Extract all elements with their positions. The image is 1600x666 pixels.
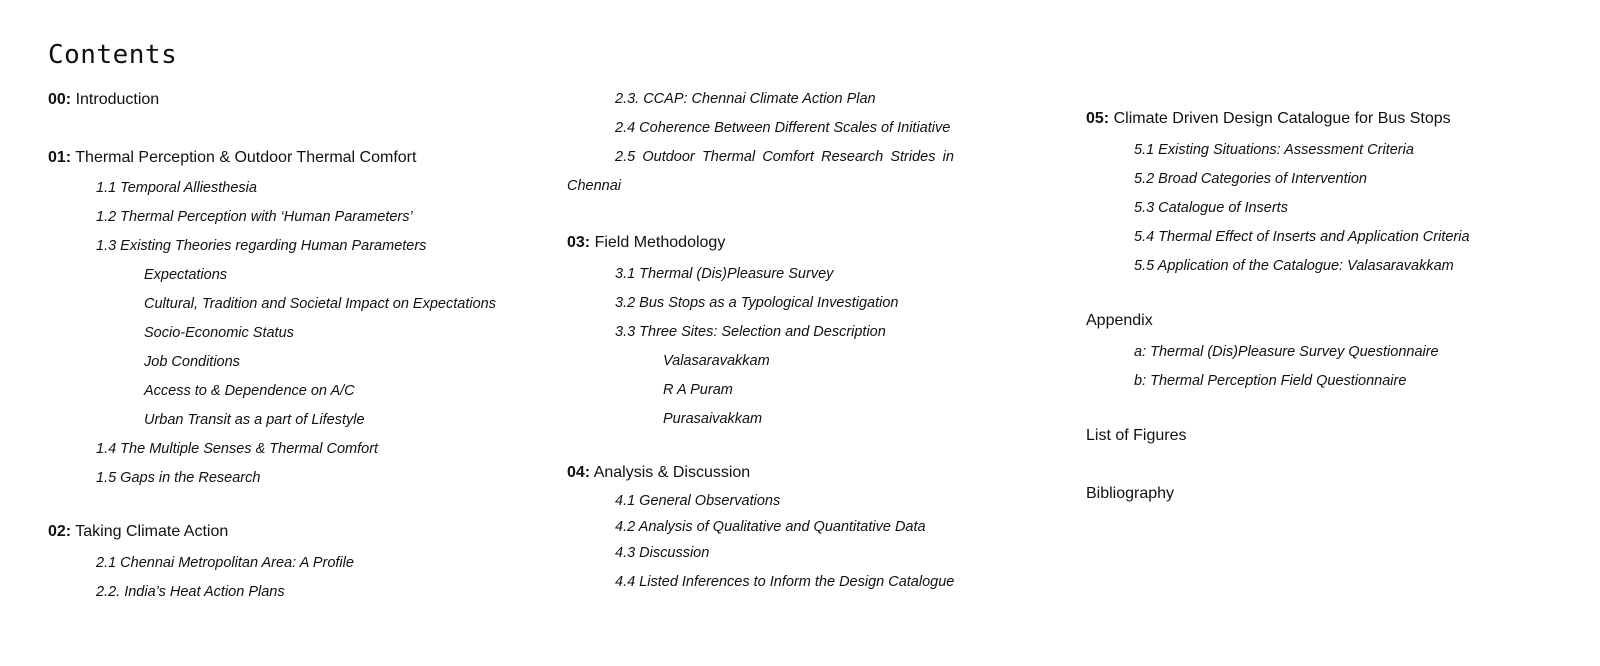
page-title: Contents xyxy=(48,40,178,70)
toc-entry-appendix-a[interactable]: a: Thermal (Dis)Pleasure Survey Questionnaire xyxy=(1134,344,1439,360)
section-number: 03: xyxy=(567,234,591,251)
toc-subentry-job-conditions[interactable]: Job Conditions xyxy=(144,354,240,370)
word: Research xyxy=(821,149,884,165)
word: 2.5 xyxy=(615,149,636,165)
toc-subentry-urban-transit[interactable]: Urban Transit as a part of Lifestyle xyxy=(144,412,365,428)
toc-section-03[interactable] xyxy=(567,234,725,252)
toc-entry-2-5[interactable] xyxy=(615,149,954,165)
toc-entry-5-3[interactable]: 5.3 Catalogue of Inserts xyxy=(1134,200,1288,216)
section-number: 05: xyxy=(1086,110,1110,127)
toc-entry-4-1[interactable]: 4.1 General Observations xyxy=(615,493,781,509)
section-number: 01: xyxy=(48,149,72,166)
toc-entry-4-4[interactable]: 4.4 Listed Inferences to Inform the Design Catalogue xyxy=(615,574,955,590)
toc-section-bibliography[interactable]: Bibliography xyxy=(1086,485,1175,502)
section-title: Taking Climate Action xyxy=(75,523,229,540)
toc-entry-3-1[interactable]: 3.1 Thermal (Dis)Pleasure Survey xyxy=(615,266,834,282)
toc-subentry-socio-economic[interactable]: Socio-Economic Status xyxy=(144,325,294,341)
toc-entry-5-5[interactable]: 5.5 Application of the Catalogue: Valasaravakkam xyxy=(1134,258,1454,274)
word: in xyxy=(942,149,954,165)
toc-entry-2-1[interactable]: 2.1 Chennai Metropolitan Area: A Profile xyxy=(96,555,354,571)
toc-entry-2-5-wrap[interactable]: Chennai xyxy=(567,178,622,194)
section-title: Thermal Perception & Outdoor Thermal Comfort xyxy=(75,149,417,166)
toc-subentry-valasaravakkam[interactable]: Valasaravakkam xyxy=(663,353,770,369)
toc-entry-5-2[interactable]: 5.2 Broad Categories of Intervention xyxy=(1134,171,1367,187)
section-number: 04: xyxy=(567,464,591,481)
toc-subentry-purasaivakkam[interactable]: Purasaivakkam xyxy=(663,411,763,427)
toc-section-list-of-figures[interactable]: List of Figures xyxy=(1086,427,1187,444)
toc-entry-3-2[interactable]: 3.2 Bus Stops as a Typological Investigation xyxy=(615,295,899,311)
toc-entry-1-3[interactable]: 1.3 Existing Theories regarding Human Parameters xyxy=(96,238,427,254)
toc-subentry-cultural[interactable]: Cultural, Tradition and Societal Impact on Expectations xyxy=(144,296,496,312)
toc-entry-2-2[interactable]: 2.2. India’s Heat Action Plans xyxy=(96,584,285,600)
toc-section-04[interactable] xyxy=(567,464,750,482)
toc-subentry-ac[interactable]: Access to & Dependence on A/C xyxy=(144,383,355,399)
toc-entry-1-2[interactable]: 1.2 Thermal Perception with ‘Human Parameters’ xyxy=(96,209,413,225)
toc-entry-1-4[interactable]: 1.4 The Multiple Senses & Thermal Comfort xyxy=(96,441,379,457)
toc-entry-5-1[interactable]: 5.1 Existing Situations: Assessment Criteria xyxy=(1134,142,1414,158)
toc-section-02[interactable] xyxy=(48,523,228,541)
toc-entry-4-3[interactable]: 4.3 Discussion xyxy=(615,545,710,561)
toc-subentry-ra-puram[interactable]: R A Puram xyxy=(663,382,733,398)
word: Thermal xyxy=(701,149,756,165)
toc-section-appendix[interactable]: Appendix xyxy=(1086,312,1153,329)
section-number: 02: xyxy=(48,523,72,540)
toc-entry-2-4[interactable]: 2.4 Coherence Between Different Scales of Initiative xyxy=(615,120,951,136)
toc-entry-appendix-b[interactable]: b: Thermal Perception Field Questionnaire xyxy=(1134,373,1407,389)
toc-section-05[interactable] xyxy=(1086,110,1451,128)
toc-entry-1-1[interactable]: 1.1 Temporal Alliesthesia xyxy=(96,180,257,196)
toc-section-00[interactable] xyxy=(48,91,159,109)
section-title: Field Methodology xyxy=(594,234,726,251)
section-title: Introduction xyxy=(75,91,160,108)
toc-entry-2-3[interactable]: 2.3. CCAP: Chennai Climate Action Plan xyxy=(615,91,876,107)
toc-entry-1-5[interactable]: 1.5 Gaps in the Research xyxy=(96,470,261,486)
word: Outdoor xyxy=(642,149,695,165)
toc-entry-5-4[interactable]: 5.4 Thermal Effect of Inserts and Application Criteria xyxy=(1134,229,1470,245)
section-title: Analysis & Discussion xyxy=(593,464,751,481)
word: Comfort xyxy=(762,149,814,165)
toc-entry-3-3[interactable]: 3.3 Three Sites: Selection and Description xyxy=(615,324,886,340)
section-number: 00: xyxy=(48,91,72,108)
section-title: Climate Driven Design Catalogue for Bus Stops xyxy=(1113,110,1451,127)
toc-section-01[interactable] xyxy=(48,149,416,167)
toc-entry-4-2[interactable]: 4.2 Analysis of Qualitative and Quantitative Data xyxy=(615,519,926,535)
toc-subentry-expectations[interactable]: Expectations xyxy=(144,267,228,283)
word: Strides xyxy=(890,149,936,165)
